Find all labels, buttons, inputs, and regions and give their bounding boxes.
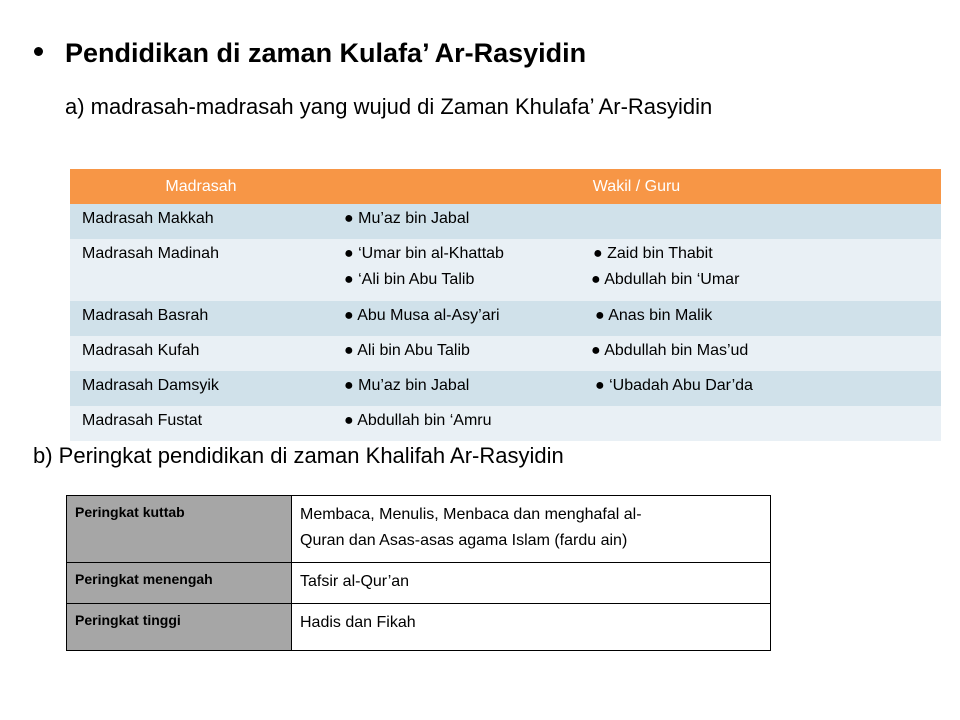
table-row — [70, 301, 941, 336]
peringkat-value — [292, 496, 771, 563]
guru-cell — [332, 301, 941, 336]
table-row — [67, 563, 771, 604]
peringkat-value-line: Membaca, Menulis, Menbaca dan menghafal al- — [300, 506, 642, 523]
peringkat-table — [66, 495, 771, 651]
peringkat-label: Peringkat menengah — [67, 563, 292, 604]
guru-cell — [332, 406, 941, 441]
guru-name: ● Anas bin Malik — [595, 307, 713, 324]
madrasah-name: Madrasah Fustat — [70, 406, 332, 441]
table-row — [67, 604, 771, 651]
table-row — [70, 371, 941, 406]
guru-name: ● ‘Umar bin al-Khattab — [344, 245, 504, 262]
guru-name: ● Mu’az bin Jabal — [344, 377, 470, 394]
guru-cell — [332, 371, 941, 406]
guru-name: ● Ali bin Abu Talib — [344, 342, 470, 359]
madrasah-table-header — [70, 169, 941, 204]
section-a-title: a) madrasah-madrasah yang wujud di Zaman Khulafa’ Ar-Rasyidin — [65, 94, 713, 119]
madrasah-name: Madrasah Makkah — [70, 204, 332, 239]
peringkat-label: Peringkat kuttab — [67, 496, 292, 563]
peringkat-label: Peringkat tinggi — [67, 604, 292, 651]
guru-name: ● ‘Ubadah Abu Dar’da — [595, 377, 753, 394]
guru-name: ● Abdullah bin ‘Umar — [591, 271, 740, 288]
header-wakil-guru: Wakil / Guru — [332, 169, 941, 204]
peringkat-value: Tafsir al-Qur’an — [292, 563, 771, 604]
bullet-icon — [34, 47, 43, 56]
madrasah-name: Madrasah Basrah — [70, 301, 332, 336]
page-title — [34, 38, 586, 69]
table-row — [70, 204, 941, 239]
guru-cell — [332, 336, 941, 371]
page-title-text: Pendidikan di zaman Kulafa’ Ar-Rasyidin — [65, 38, 587, 68]
table-row — [70, 406, 941, 441]
peringkat-value-line: Quran dan Asas-asas agama Islam (fardu ain) — [300, 532, 628, 549]
table-row — [70, 336, 941, 371]
madrasah-name: Madrasah Madinah — [70, 239, 332, 301]
guru-name: ● Abu Musa al-Asy’ari — [344, 307, 500, 324]
table-row — [70, 239, 941, 301]
header-madrasah: Madrasah — [70, 169, 332, 204]
guru-cell — [332, 204, 941, 239]
guru-name: ● Mu’az bin Jabal — [344, 210, 470, 227]
table-row — [67, 496, 771, 563]
section-b-title: b) Peringkat pendidikan di zaman Khalifah Ar-Rasyidin — [33, 443, 564, 468]
peringkat-value: Hadis dan Fikah — [292, 604, 771, 651]
madrasah-name: Madrasah Kufah — [70, 336, 332, 371]
madrasah-table — [70, 169, 941, 441]
guru-name: ● ‘Ali bin Abu Talib — [344, 271, 475, 288]
guru-name: ● Zaid bin Thabit — [593, 245, 713, 262]
guru-name: ● Abdullah bin ‘Amru — [344, 412, 492, 429]
madrasah-name: Madrasah Damsyik — [70, 371, 332, 406]
guru-cell — [332, 239, 941, 301]
guru-name: ● Abdullah bin Mas’ud — [591, 342, 749, 359]
